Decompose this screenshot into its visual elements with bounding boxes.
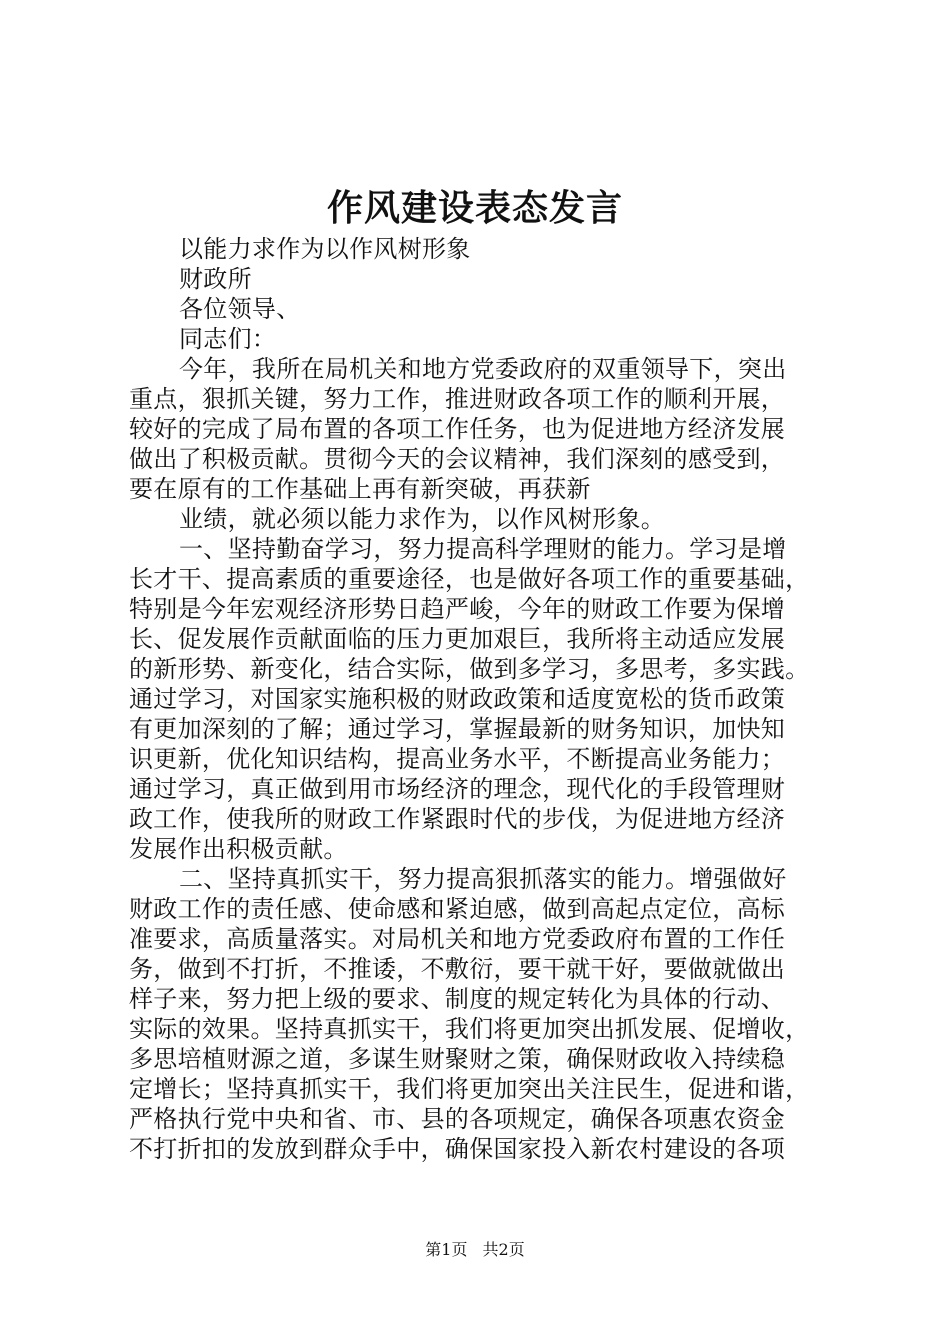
body-line: 长、促发展作贡献面临的压力更加艰巨，我所将主动适应发展 — [129, 625, 786, 653]
body-line: 做出了积极贡献。贯彻今天的会议精神，我们深刻的感受到， — [129, 445, 786, 473]
body-line: 业绩，就必须以能力求作为，以作风树形象。 — [179, 505, 665, 533]
body-line: 二、坚持真抓实干，努力提高狠抓落实的能力。增强做好 — [179, 865, 787, 893]
body-line-salutation: 同志们： — [179, 325, 277, 353]
page-footer — [0, 1240, 950, 1260]
body-line: 不打折扣的发放到群众手中，确保国家投入新农村建设的各项 — [129, 1135, 786, 1163]
body-line: 财政工作的责任感、使命感和紧迫感，做到高起点定位，高标 — [129, 895, 786, 923]
body-line: 发展作出积极贡献。 — [129, 835, 348, 863]
body-line: 今年，我所在局机关和地方党委政府的双重领导下，突出 — [179, 355, 787, 383]
body-line: 有更加深刻的了解；通过学习，掌握最新的财务知识，加快知 — [129, 715, 786, 743]
body-line: 识更新，优化知识结构，提高业务水平，不断提高业务能力； — [129, 745, 786, 773]
body-line: 政工作，使我所的财政工作紧跟时代的步伐，为促进地方经济 — [129, 805, 786, 833]
body-line: 严格执行党中央和省、市、县的各项规定，确保各项惠农资金 — [129, 1105, 786, 1133]
body-line: 重点，狠抓关键，努力工作，推进财政各项工作的顺利开展， — [129, 385, 786, 413]
document-body — [129, 234, 861, 1164]
body-line-salutation: 各位领导、 — [179, 295, 301, 323]
body-line: 特别是今年宏观经济形势日趋严峻，今年的财政工作要为保增 — [129, 595, 786, 623]
body-line: 多思培植财源之道，多谋生财聚财之策，确保财政收入持续稳 — [129, 1045, 786, 1073]
body-line: 通过学习，真正做到用市场经济的理念，现代化的手段管理财 — [129, 775, 786, 803]
body-line: 较好的完成了局布置的各项工作任务，也为促进地方经济发展 — [129, 415, 786, 443]
body-line: 长才干、提高素质的重要途径，也是做好各项工作的重要基础， — [129, 565, 810, 593]
body-line: 一、坚持勤奋学习，努力提高科学理财的能力。学习是增 — [179, 535, 787, 563]
page-total: 共2页 — [482, 1240, 525, 1259]
body-line: 准要求，高质量落实。对局机关和地方党委政府布置的工作任 — [129, 925, 786, 953]
body-line: 的新形势、新变化，结合实际，做到多学习，多思考，多实践。 — [129, 655, 810, 683]
body-line: 样子来，努力把上级的要求、制度的规定转化为具体的行动、 — [129, 985, 786, 1013]
page-number: 第1页 — [425, 1240, 468, 1259]
body-line: 定增长；坚持真抓实干，我们将更加突出关注民生，促进和谐， — [129, 1075, 810, 1103]
body-line: 通过学习，对国家实施积极的财政政策和适度宽松的货币政策 — [129, 685, 786, 713]
body-line: 实际的效果。坚持真抓实干，我们将更加突出抓发展、促增收， — [129, 1015, 810, 1043]
body-line-department: 财政所 — [179, 265, 252, 293]
body-line-subtitle: 以能力求作为以作风树形象 — [179, 235, 471, 263]
document-title: 作风建设表态发言 — [326, 187, 623, 229]
body-line: 务，做到不打折，不推诿，不敷衍，要干就干好，要做就做出 — [129, 955, 786, 983]
body-line: 要在原有的工作基础上再有新突破，再获新 — [129, 475, 591, 503]
